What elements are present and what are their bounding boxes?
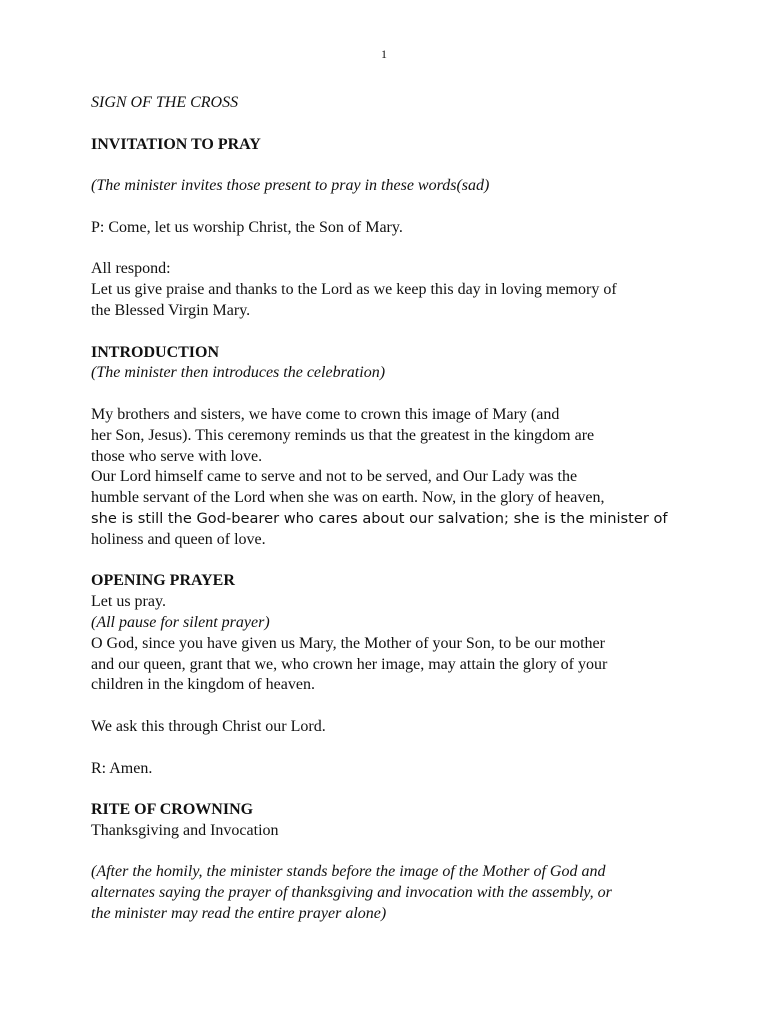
spacer [91,114,691,135]
section-rite-of-crowning-heading: RITE OF CROWNING [91,801,254,819]
spacer [91,197,691,218]
prayer-text-line: and our queen, grant that we, who crown her image, may attain the glory of your [91,655,608,673]
introduction-rubric: (The minister then introduces the celebration) [91,364,386,382]
introduction-text-line: holiness and queen of love. [91,530,266,548]
section-invitation-heading: INVITATION TO PRAY [91,135,261,153]
section-introduction-heading: INTRODUCTION [91,343,220,361]
spacer [91,155,691,176]
response-amen: R: Amen. [91,759,153,777]
let-us-pray-line: Let us pray. [91,593,166,611]
invitation-presider-line: P: Come, let us worship Christ, the Son of Mary. [91,218,403,236]
page-number: 1 [381,47,387,61]
spacer [91,384,691,405]
invitation-rubric: (The minister invites those present to pray in these words(sad) [91,177,490,195]
spacer [91,696,691,717]
introduction-text-line: her Son, Jesus). This ceremony reminds us that the greatest in the kingdom are [91,426,595,444]
introduction-text-line: she is still the God-bearer who cares about our salvation; she is the minister of [91,509,668,527]
silent-prayer-rubric: (All pause for silent prayer) [91,613,270,631]
introduction-text-line: those who serve with love. [91,447,263,465]
response-line: the Blessed Virgin Mary. [91,301,251,319]
response-line: Let us give praise and thanks to the Lord as we keep this day in loving memory of [91,281,617,299]
homily-rubric-line: alternates saying the prayer of thanksgiving and invocation with the assembly, or [91,884,612,902]
spacer [91,779,691,800]
introduction-text-line: Our Lord himself came to serve and not to be served, and Our Lady was the [91,468,578,486]
document-body [91,93,691,925]
homily-rubric-line: (After the homily, the minister stands before the image of the Mother of God and [91,863,606,881]
spacer [91,842,691,863]
prayer-text-line: O God, since you have given us Mary, the Mother of your Son, to be our mother [91,634,605,652]
section-opening-prayer-heading: OPENING PRAYER [91,572,235,590]
introduction-text-line: humble servant of the Lord when she was on earth. Now, in the glory of heaven, [91,489,605,507]
spacer [91,738,691,759]
thanksgiving-subheading: Thanksgiving and Invocation [91,821,279,839]
prayer-text-line: children in the kingdom of heaven. [91,676,315,694]
homily-rubric-line: the minister may read the entire prayer alone) [91,905,387,923]
section-sign-of-cross: SIGN OF THE CROSS [91,94,239,111]
spacer [91,239,691,260]
introduction-text-line: My brothers and sisters, we have come to crown this image of Mary (and [91,405,560,423]
all-respond-label: All respond: [91,260,171,278]
spacer [91,322,691,343]
conclusion-line: We ask this through Christ our Lord. [91,717,326,735]
spacer [91,551,691,572]
